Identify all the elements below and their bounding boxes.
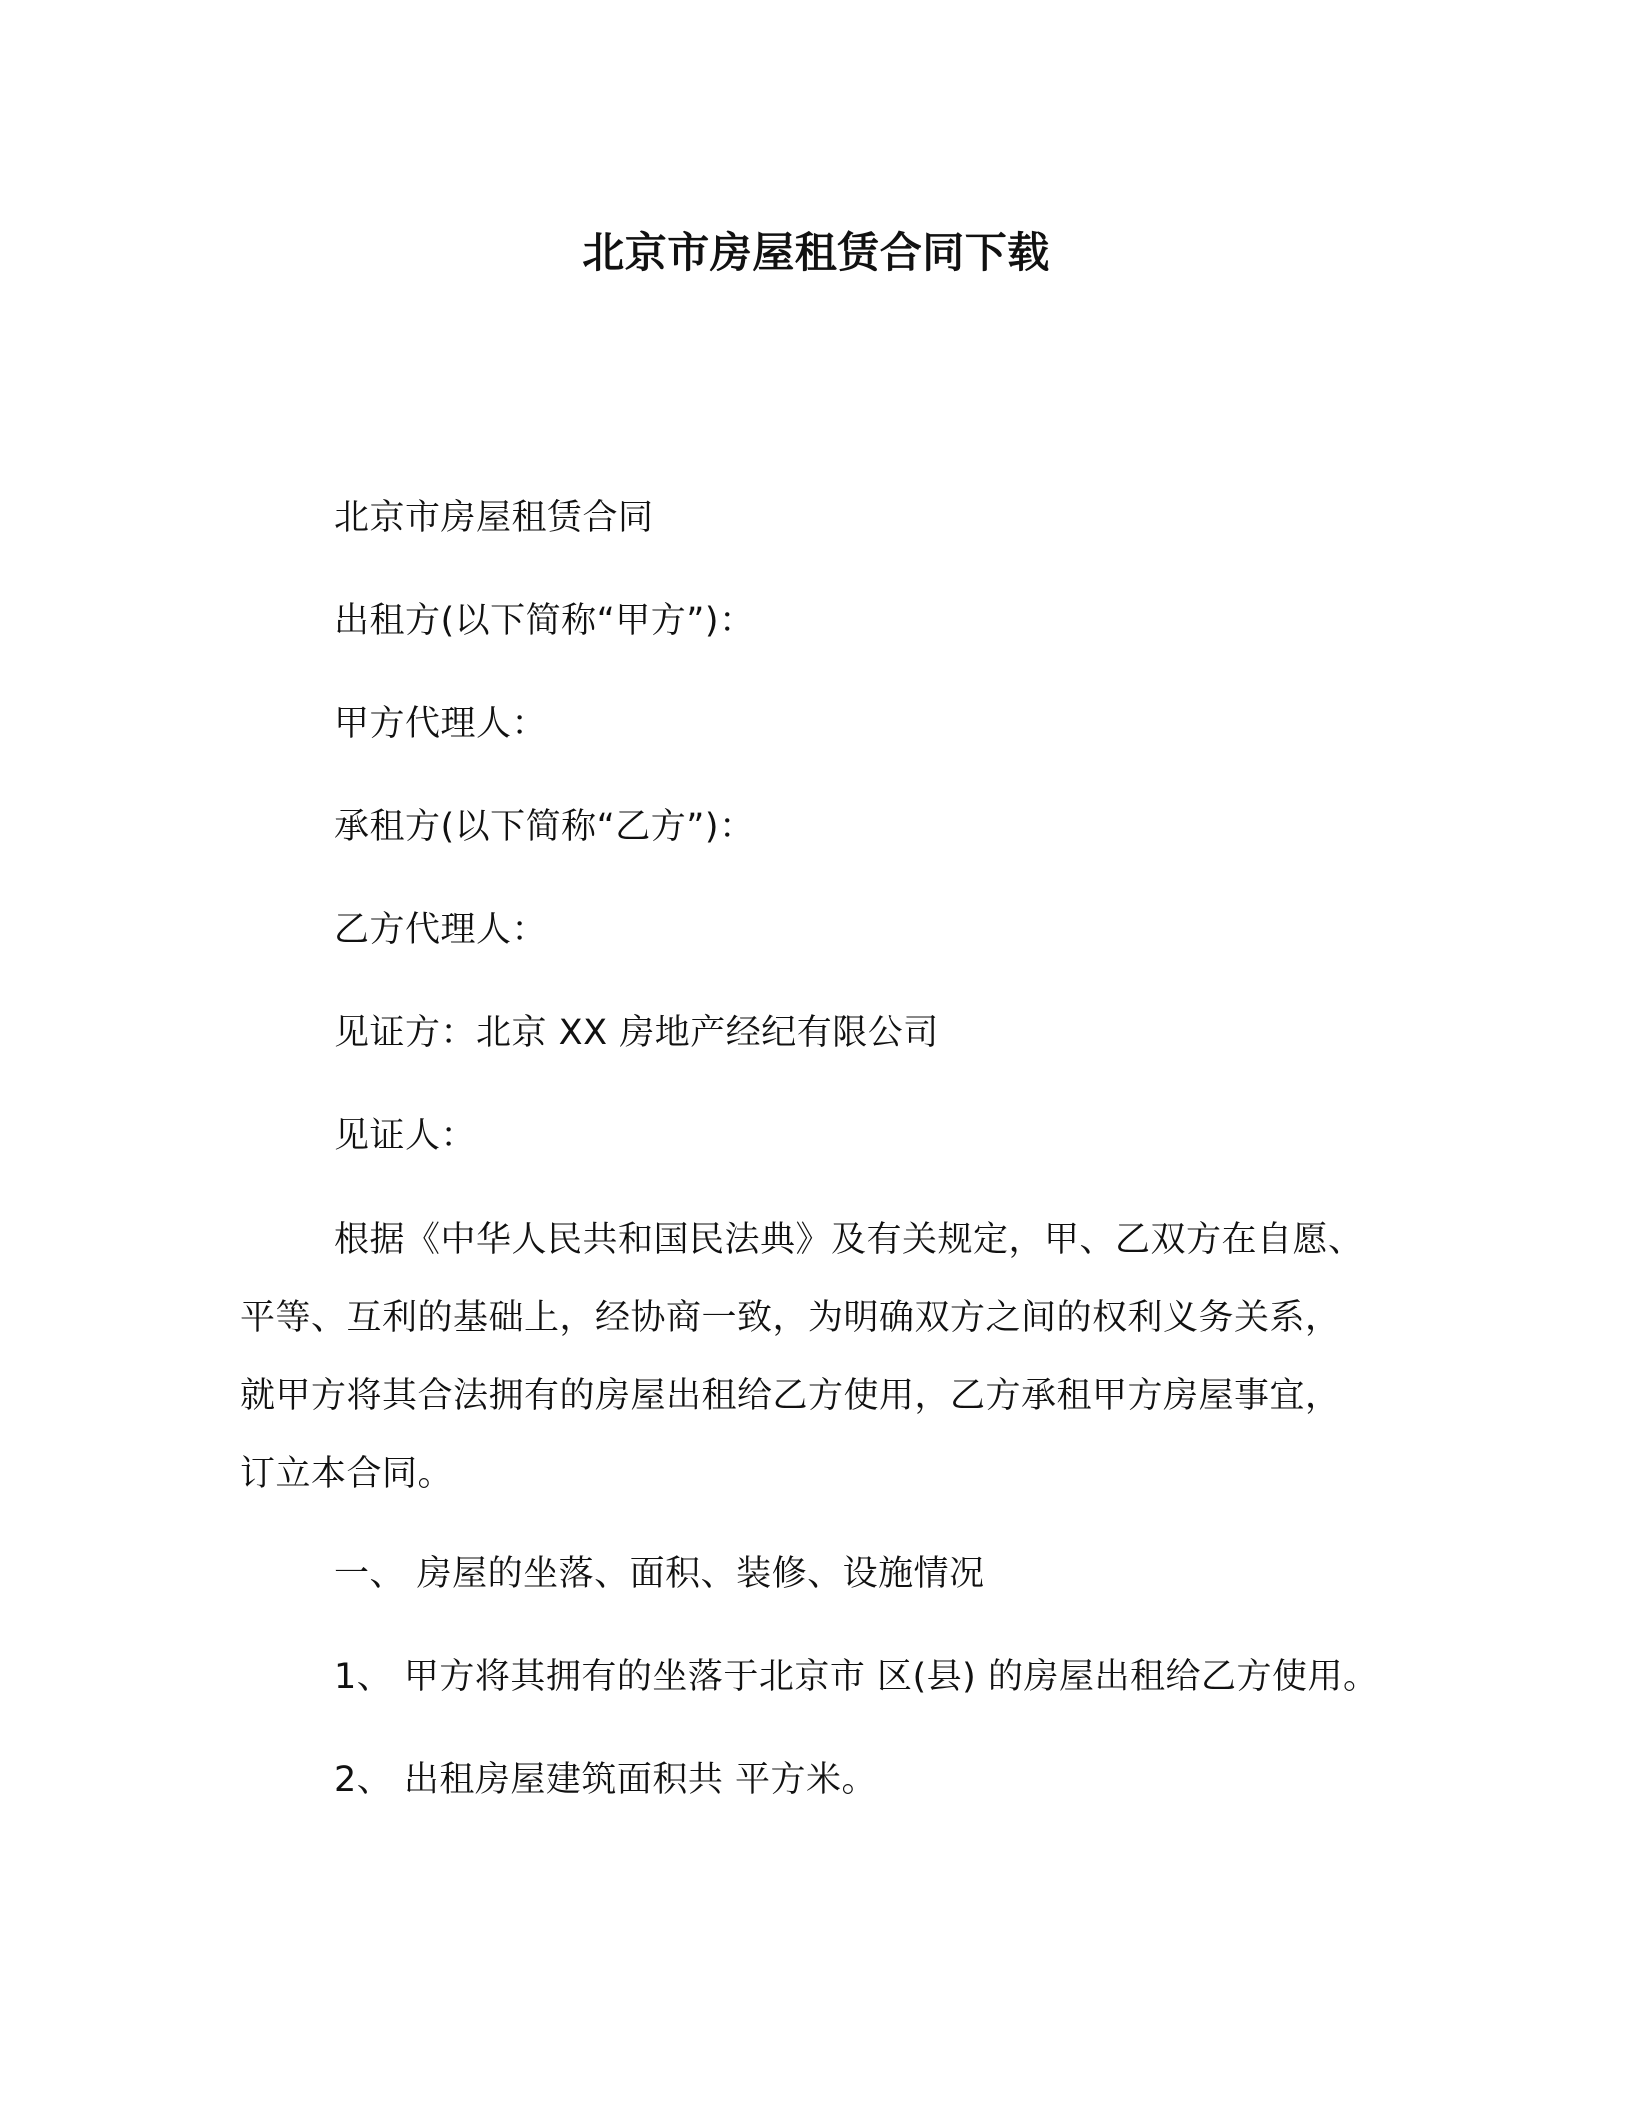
clause-2: 2、 出租房屋建筑面积共 平方米。 <box>334 1760 878 1800</box>
clause-1: 1、 甲方将其拥有的坐落于北京市 区(县) 的房屋出租给乙方使用。 <box>334 1657 1379 1697</box>
preamble-line: 根据《中华人民共和国民法典》及有关规定，甲、乙双方在自愿、 <box>334 1220 1364 1260</box>
lessor-agent-field: 甲方代理人： <box>334 704 548 744</box>
lessee-agent-field: 乙方代理人： <box>334 910 548 950</box>
lessee-field: 承租方(以下简称“乙方”)： <box>334 807 755 847</box>
page-title: 北京市房屋租赁合同下载 <box>582 228 1050 277</box>
contract-name: 北京市房屋租赁合同 <box>334 498 654 538</box>
section-heading: 一、 房屋的坐落、面积、装修、设施情况 <box>334 1554 985 1594</box>
preamble-line: 平等、互利的基础上，经协商一致，为明确双方之间的权利义务关系， <box>240 1298 1341 1338</box>
witness-party-field: 见证方：北京 XX 房地产经纪有限公司 <box>334 1013 939 1053</box>
witness-person-field: 见证人： <box>334 1116 477 1156</box>
preamble-line: 就甲方将其合法拥有的房屋出租给乙方使用，乙方承租甲方房屋事宜， <box>240 1376 1341 1416</box>
lessor-field: 出租方(以下简称“甲方”)： <box>334 601 755 641</box>
preamble-line: 订立本合同。 <box>240 1454 454 1494</box>
